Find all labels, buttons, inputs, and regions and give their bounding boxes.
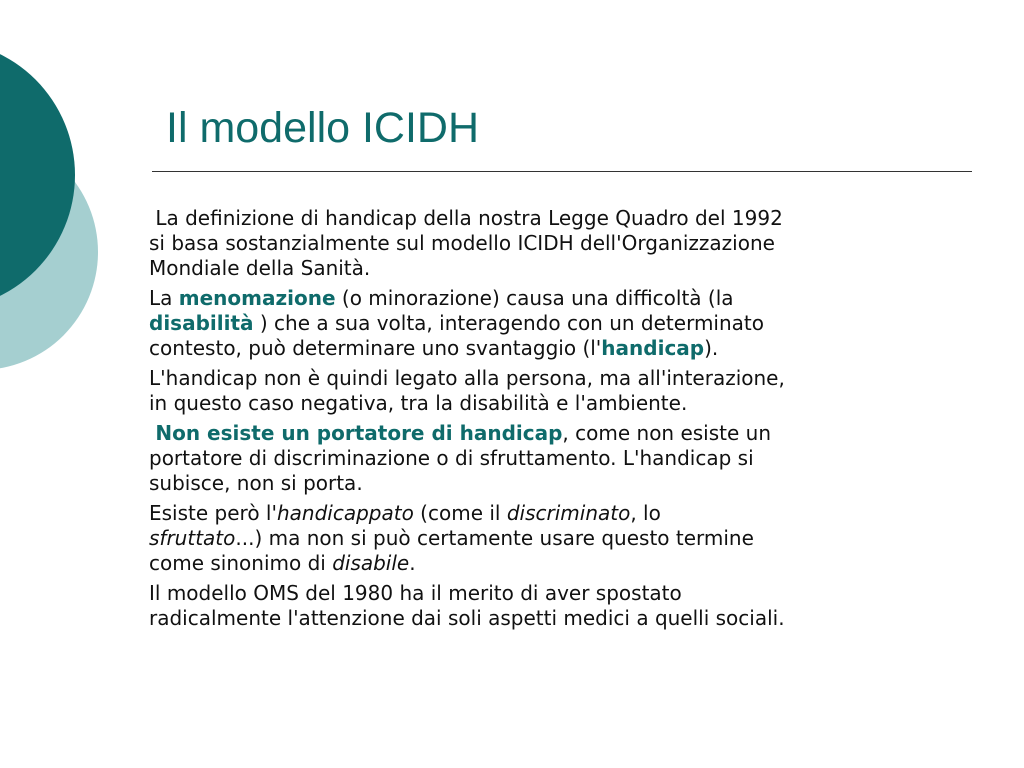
paragraph-text: portatore di discriminazione o di sfruttamento. L'handicap si — [149, 446, 754, 470]
paragraph-text: si basa sostanzialmente sul modello ICIDH dell'Organizzazione — [149, 231, 775, 255]
paragraph-text: come sinonimo di — [149, 551, 333, 575]
paragraph-6 — [149, 581, 969, 631]
paragraph-text: in questo caso negativa, tra la disabilità e l'ambiente. — [149, 391, 688, 415]
paragraph-line — [149, 286, 969, 311]
title-divider — [152, 171, 972, 172]
paragraph-line — [149, 311, 969, 336]
paragraph-text: ) che a sua volta, interagendo con un determinato — [253, 311, 764, 335]
paragraph-3 — [149, 366, 969, 416]
paragraph-line — [149, 606, 969, 631]
paragraph-text: contesto, può determinare uno svantaggio (l' — [149, 336, 602, 360]
keyword-menomazione: menomazione — [178, 286, 336, 310]
decorative-circles — [0, 0, 110, 420]
slide-body — [149, 206, 969, 636]
paragraph-line — [149, 421, 969, 446]
paragraph-text: (come il — [413, 501, 507, 525]
paragraph-text: (o minorazione) causa una difficoltà (la — [335, 286, 734, 310]
paragraph-text: , come non esiste un — [562, 421, 772, 445]
paragraph-text: , lo — [630, 501, 661, 525]
paragraph-line — [149, 471, 969, 496]
paragraph-text: radicalmente l'attenzione dai soli aspetti medici a quelli sociali. — [149, 606, 785, 630]
paragraph-line — [149, 526, 969, 551]
paragraph-text: subisce, non si porta. — [149, 471, 363, 495]
paragraph-line — [149, 551, 969, 576]
paragraph-line — [149, 336, 969, 361]
paragraph-2 — [149, 286, 969, 361]
paragraph-line — [149, 446, 969, 471]
paragraph-text: La definizione di handicap della nostra Legge Quadro del 1992 — [155, 206, 783, 230]
italic-discriminato: discriminato — [506, 501, 631, 525]
paragraph-line — [149, 256, 969, 281]
paragraph-line — [149, 581, 969, 606]
paragraph-line — [149, 231, 969, 256]
paragraph-text: ). — [704, 336, 719, 360]
paragraph-1 — [149, 206, 969, 281]
paragraph-text: . — [409, 551, 416, 575]
paragraph-text: Esiste però l' — [149, 501, 277, 525]
paragraph-line — [149, 501, 969, 526]
keyword-non-esiste-portatore: Non esiste un portatore di handicap — [155, 421, 563, 445]
paragraph-text: Mondiale della Sanità. — [149, 256, 371, 280]
paragraph-line — [149, 391, 969, 416]
italic-disabile: disabile — [332, 551, 410, 575]
paragraph-line — [149, 366, 969, 391]
paragraph-text: La — [149, 286, 179, 310]
italic-sfruttato: sfruttato — [149, 526, 236, 550]
italic-handicappato: handicappato — [276, 501, 414, 525]
paragraph-text: L'handicap non è quindi legato alla persona, ma all'interazione, — [149, 366, 785, 390]
slide-title: Il modello ICIDH — [166, 104, 480, 152]
paragraph-text: Il modello OMS del 1980 ha il merito di aver spostato — [149, 581, 682, 605]
keyword-disabilita: disabilità — [149, 311, 254, 335]
paragraph-5 — [149, 501, 969, 576]
paragraph-line — [149, 206, 969, 231]
paragraph-text: ...) ma non si può certamente usare questo termine — [235, 526, 754, 550]
paragraph-4 — [149, 421, 969, 496]
keyword-handicap: handicap — [601, 336, 705, 360]
